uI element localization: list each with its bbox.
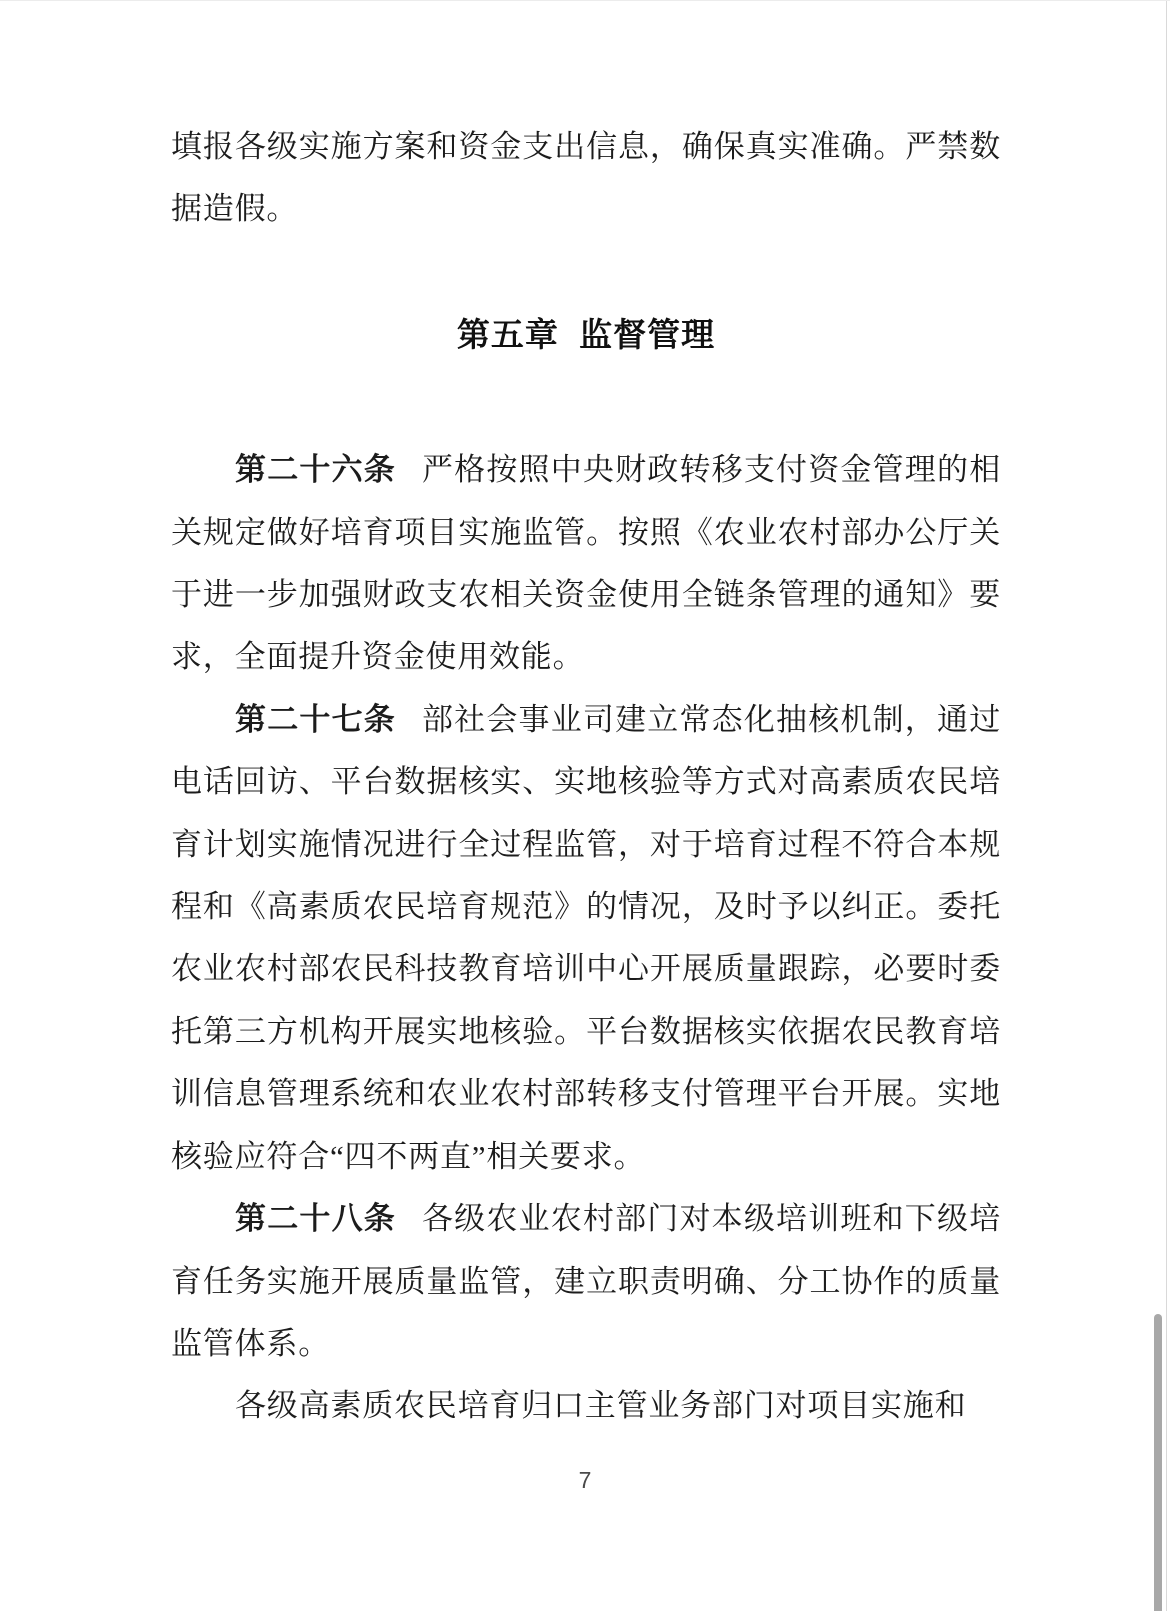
paragraph-article-28 <box>171 1188 1001 1375</box>
article-27-number: 第二十七条 <box>235 701 396 737</box>
article-26-text: 严格按照中央财政转移支付资金管理的相关规定做好培育项目实施监管。按照《农业农村部办公厅关于进一步加强财政支农相关资金使用全链条管理的通知》要求，全面提升资金使用效能。 <box>171 452 1001 675</box>
article-28-number: 第二十八条 <box>235 1201 396 1237</box>
paragraph-article-27 <box>171 689 1001 1188</box>
paragraph-continuation: 填报各级实施方案和资金支出信息，确保真实准确。严禁数据造假。 <box>171 129 1001 227</box>
document-page <box>171 116 1001 1438</box>
page-number: 7 <box>578 1467 592 1493</box>
chapter-heading: 第五章 监督管理 <box>456 315 716 353</box>
paragraph-article-26 <box>171 439 1001 689</box>
article-28-text: 各级农业农村部门对本级培训班和下级培育任务实施开展质量监管，建立职责明确、分工协作的质量监管体系。 <box>171 1201 1001 1361</box>
page-edge-line <box>1166 1 1167 1611</box>
scrollbar-thumb[interactable] <box>1154 1314 1162 1611</box>
article-26-number: 第二十六条 <box>235 452 396 488</box>
article-27-text: 部社会事业司建立常态化抽核机制，通过电话回访、平台数据核实、实地核验等方式对高素质农民培育计划实施情况进行全过程监管，对于培育过程不符合本规程和《高素质农民培育规范》的情况，及时予以纠正。委托农业农村部农民科技教育培训中心开展质量跟踪，必要时委托第三方机构开展实地核验。平台数据核实依据农民教育培训信息管理系统和农业农村部转移支付管理平台开展。实地核验应符合“四不两直”相关要求。 <box>171 701 1001 1174</box>
paragraph-body: 各级高素质农民培育归口主管业务部门对项目实施和 <box>235 1388 967 1424</box>
